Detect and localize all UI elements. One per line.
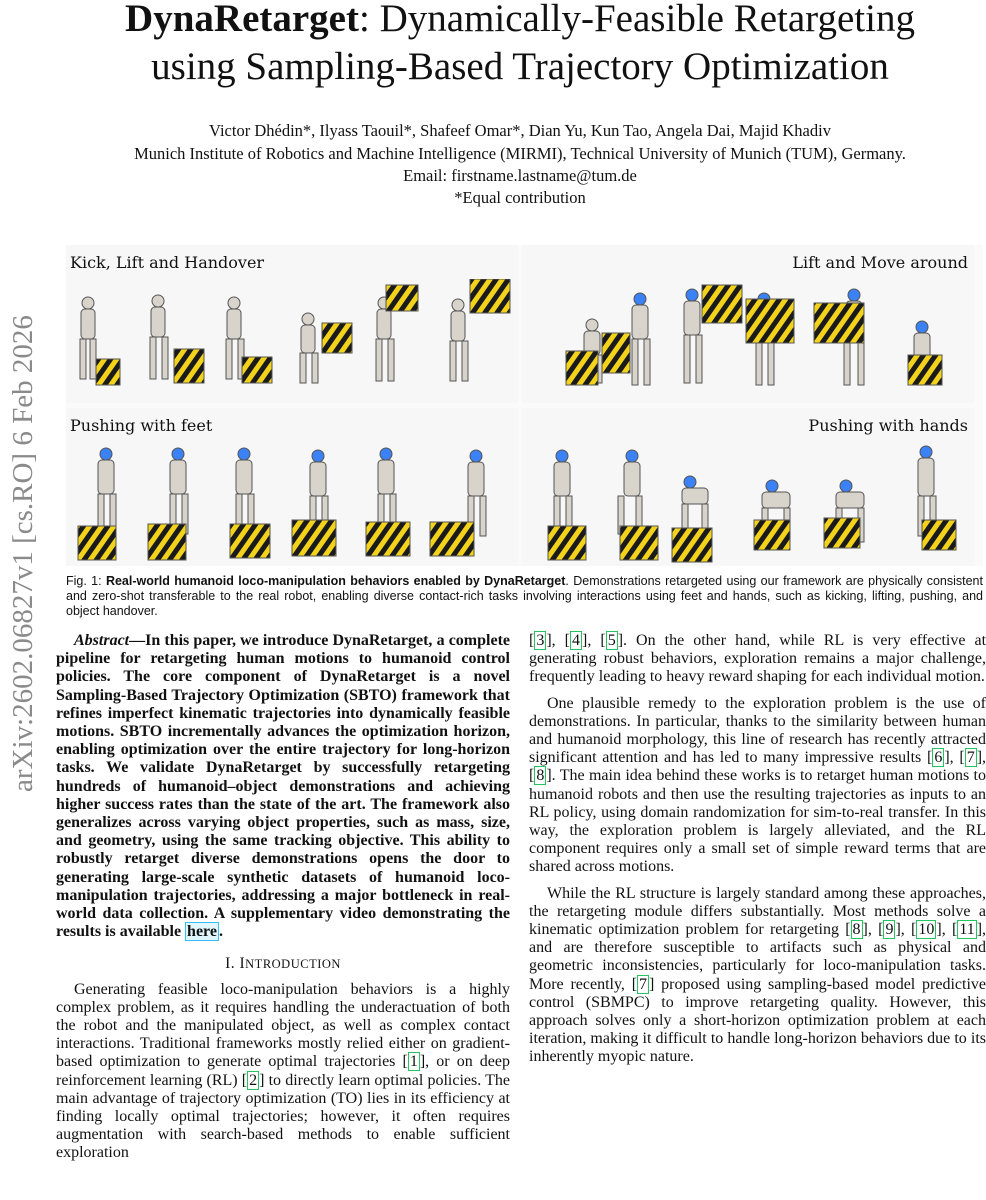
citation-10[interactable]: 10 [918, 921, 935, 939]
robot-sequence-image [522, 442, 974, 566]
right-paragraph-2: One plausible remedy to the exploration problem is the use of demonstrations. In particular, thanks to the similarity between human and humanoid morphology, this line of research has recently attracted significant attention and has led to many impressive results [ 6 ], [ 7 ], [ 8 ]. The main idea behind these works is to retarget human motions to humanoid robots and then use the resulting trajectories as inputs to an RL policy, using domain randomization for sim-to-real transfer. In this way, the exploration problem is largely alleviated, and the RL component requires only a small set of simple reward terms that are shared across motions. [529, 694, 986, 876]
citation-1[interactable]: 1 [409, 1053, 418, 1071]
citation-7b[interactable]: 7 [639, 975, 648, 993]
abstract [56, 632, 510, 941]
right-paragraph-1: [ 3 ], [ 4 ], [ 5 ]. On the other hand, while RL is very effective at generating robust behaviors, exploration remains a major challenge, frequently leading to heavy reward shaping for each individual motion. [529, 632, 986, 686]
figure-caption [66, 574, 983, 619]
caption-bold: Real-world humanoid loco-manipulation behaviors enabled by DynaRetarget [105, 574, 566, 588]
arxiv-identifier: arXiv:2602.06827v1 [cs.RO] 6 Feb 2026 [7, 315, 39, 792]
right-text-3a: While the RL structure is largely standard among these approaches, the retargeting module differs substantially. Most methods solve a kinematic optimization problem for retargeting [529, 884, 986, 939]
panel-label: Pushing with hands [808, 416, 968, 435]
panel-label: Kick, Lift and Handover [70, 253, 265, 272]
right-text-3b: , and are therefore susceptible to artifacts such as physical and geometric inconsistencies, particularly for loco-manipulation tasks. More recently, [529, 921, 986, 993]
title-bold: DynaRetarget [125, 0, 359, 40]
panel-pushing-hands [522, 408, 974, 566]
citation-2[interactable]: 2 [249, 1071, 258, 1089]
right-text-1: . On the other hand, while RL is very effective at generating robust behaviors, exploration remains a major challenge, frequently leading to heavy reward shaping for each individual motion. [529, 632, 986, 686]
panel-lift-move-around [522, 245, 974, 403]
caption-label: Fig. 1: [66, 574, 106, 588]
paper-title [40, 0, 986, 91]
equal-contribution-note: *Equal contribution [454, 188, 586, 207]
section-number: I. [225, 955, 240, 973]
caption-text: . Demonstrations retargeted using our framework are physically consistent and zero-shot transferable to the real robot, enabling diverse contact-rich tasks involving interactions using feet and hands, such as kicking, lifting, pushing, and object handover. [66, 574, 983, 618]
right-column [529, 632, 986, 1067]
citation-8b[interactable]: 8 [852, 921, 861, 939]
citation-7[interactable]: 7 [966, 749, 975, 767]
abstract-body: —In this paper, we introduce DynaRetarget, a complete pipeline for retargeting human motions to humanoid control policies. The core component of DynaRetarget is a novel Sampling-Based Trajectory Optimization (SBTO) framework that refines imperfect kinematic trajectories into dynamically feasible motions. SBTO incrementally advances the optimization horizon, enabling optimization over the entire trajectory for long-horizon tasks. We validate DynaRetarget by successfully retargeting hundreds of humanoid–object demonstrations and achieving higher success rates than the state of the art. The framework also generalizes across varying object properties, such as mass, size, and geometry, using the same tracking objective. This ability to robustly retarget diverse demonstrations opens the door to generating large-scale synthetic datasets of humanoid loco-manipulation trajectories, addressing a major bottleneck in real-world data collection. A supplementary video demonstrating the results is available [56, 632, 510, 941]
figure-1 [66, 245, 983, 566]
right-text-3c: proposed using sampling-based model predictive control (SBMPC) to improve retargeting quality. However, this approach solves only a short-horizon optimization problem at each iteration, making it difficult to handle long-horizon behaviors due to its inherently myopic nature. [529, 975, 986, 1066]
title-rest: : Dynamically-Feasible Retargeting [358, 0, 915, 40]
citation-9[interactable]: 9 [885, 921, 894, 939]
author-list: Victor Dhédin*, Ilyass Taouil*, Shafeef Omar*, Dian Yu, Kun Tao, Angela Dai, Majid Khadiv [209, 121, 831, 140]
right-text-2b: . The main idea behind these works is to retarget human motions to humanoid robots and then use the resulting trajectories as inputs to an RL policy, using domain randomization for sim-to-real transfer. In this way, the exploration problem is largely alleviated, and the RL component requires only a small set of simple reward terms that are shared across motions. [529, 767, 986, 876]
citation-11[interactable]: 11 [959, 921, 975, 939]
robot-sequence-image [66, 279, 518, 403]
intro-text-c: to directly learn optimal policies. The main advantage of trajectory optimization (TO) lies in its efficiency at finding locally optimal trajectories; however, it often requires augmentation with search-based methods to enable sufficient exploration [56, 1071, 511, 1162]
video-link[interactable]: here [187, 923, 217, 941]
abstract-label: Abstract [74, 632, 130, 649]
panel-label: Pushing with feet [70, 416, 213, 435]
panel-kick-lift-handover [66, 245, 518, 403]
section-title-first: I [239, 955, 246, 973]
panel-label: Lift and Move around [792, 253, 968, 272]
abstract-end: . [218, 923, 223, 941]
section-heading [56, 955, 510, 973]
citation-6[interactable]: 6 [934, 749, 943, 767]
left-column [56, 632, 510, 1163]
affiliation: Munich Institute of Robotics and Machine Intelligence (MIRMI), Technical University of Munich (TUM), Germany. [134, 144, 906, 163]
section-title-rest: NTRODUCTION [245, 957, 341, 972]
citation-5[interactable]: 5 [607, 632, 616, 649]
intro-paragraph: Generating feasible loco-manipulation behaviors is a highly complex problem, as it requires handling the underactuation of both the robot and the manipulated object, as well as complex contact interactions. Traditional frameworks mostly relied either on gradient-based optimization to generate optimal trajectories [ 1 ], or on deep reinforcement learning (RL) [ 2 ] to directly learn optimal policies. The main advantage of trajectory optimization (TO) lies in its efficiency at finding locally optimal trajectories; however, it often requires augmentation with search-based methods to enable sufficient exploration [56, 980, 511, 1162]
right-text-2a: One plausible remedy to the exploration problem is the use of demonstrations. In particular, thanks to the similarity between human and humanoid morphology, this line of research has recently attracted significant attention and has led to many impressive results [529, 694, 986, 767]
panel-pushing-feet [66, 408, 518, 566]
email: Email: firstname.lastname@tum.de [403, 166, 637, 185]
intro-text-b: , or on deep reinforcement learning (RL) [56, 1053, 510, 1089]
robot-sequence-image [66, 442, 518, 566]
intro-text-a: Generating feasible loco-manipulation behaviors is a highly complex problem, as it requires handling the underactuation of both the robot and the manipulated object, as well as complex contact interactions. Traditional frameworks mostly relied either on gradient-based optimization to generate optimal trajectories [56, 980, 510, 1071]
citation-3[interactable]: 3 [536, 632, 545, 649]
citation-8[interactable]: 8 [536, 767, 545, 785]
title-line2: using Sampling-Based Trajectory Optimization [151, 45, 889, 88]
citation-4[interactable]: 4 [572, 632, 581, 649]
robot-sequence-image [522, 279, 974, 403]
right-paragraph-3: While the RL structure is largely standard among these approaches, the retargeting module differs substantially. Most methods solve a kinematic optimization problem for retargeting [ 8 ], [ 9 ], [ 10 ], [ 11 ], and are therefore susceptible to artifacts such as physical and geometric inconsistencies, particularly for loco-manipulation tasks. More recently, [ 7 ] proposed using sampling-based model predictive control (SBMPC) to improve retargeting quality. However, this approach solves only a short-horizon optimization problem at each iteration, making it difficult to handle long-horizon behaviors due to its inherently myopic nature. [529, 884, 986, 1066]
